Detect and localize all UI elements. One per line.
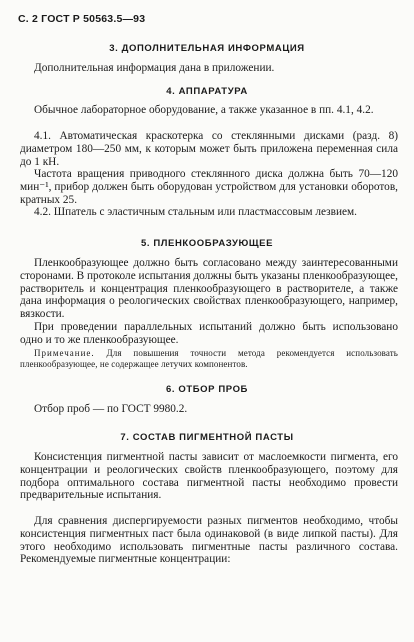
section-5-paragraph-2: При проведении параллельных испытаний должно быть использовано одно и то же пленкообразующее. xyxy=(20,321,398,346)
section-4-paragraph-3: Частота вращения приводного стеклянного диска должна быть 70—120 мин⁻¹, прибор должен быть оборудован устройством для установки оборотов, кратных 25. xyxy=(20,168,398,206)
section-3-title: 3. ДОПОЛНИТЕЛЬНАЯ ИНФОРМАЦИЯ xyxy=(109,43,305,54)
section-7-paragraph-2: Для сравнения диспергируемости разных пигментов необходимо, чтобы консистенция пигментных паст была одинаковой (в виде липкой пасты). Для этого необходимо использовать пигментные пасты различного состава. Рекомендуемые пигментные концентрации: xyxy=(20,515,398,566)
section-7-paragraph-1: Консистенция пигментной пасты зависит от маслоемкости пигмента, его концентрации и реологических свойств пленкообразующего, поэтому для подбора оптимального состава пигментной пасты необходимо провести предварительные испытания. xyxy=(20,451,398,502)
section-6-title: 6. ОТБОР ПРОБ xyxy=(165,384,248,395)
section-5-paragraph-1: Пленкообразующее должно быть согласовано между заинтересованными сторонами. В протоколе испытания должны быть указаны пленкообразующее, растворитель и концентрация пленкообразующего в растворителе, а также дана информация о реологических свойствах пленкообразующего, например, вязкости. xyxy=(20,257,398,321)
section-4-paragraph-2: 4.1. Автоматическая краскотерка со стеклянными дисками (разд. 8) диаметром 180—250 мм, к которым может быть приложена переменная сила до 1 кН. xyxy=(20,130,398,168)
section-5-note xyxy=(20,348,398,370)
section-5-title: 5. ПЛЕНКООБРАЗУЮЩЕЕ xyxy=(140,238,274,249)
section-3-text: Дополнительная информация дана в приложении. xyxy=(34,62,275,74)
section-7-title: 7. СОСТАВ ПИГМЕНТНОЙ ПАСТЫ xyxy=(120,432,294,443)
note-text: Для повышения точности метода рекомендуется использовать пленкообразующее, не содержащее летучих компонентов. xyxy=(20,348,398,370)
section-4-title: 4. АППАРАТУРА xyxy=(166,86,248,97)
section-6-text: Отбор проб — по ГОСТ 9980.2. xyxy=(34,403,188,415)
section-4-paragraph-4: 4.2. Шпатель с эластичным стальным или пластмассовым лезвием. xyxy=(34,206,357,218)
section-4-paragraph-1: Обычное лабораторное оборудование, а также указанное в пп. 4.1, 4.2. xyxy=(34,104,374,116)
page-header: С. 2 ГОСТ Р 50563.5—93 xyxy=(18,13,146,25)
note-label: Примечание. xyxy=(34,348,95,358)
